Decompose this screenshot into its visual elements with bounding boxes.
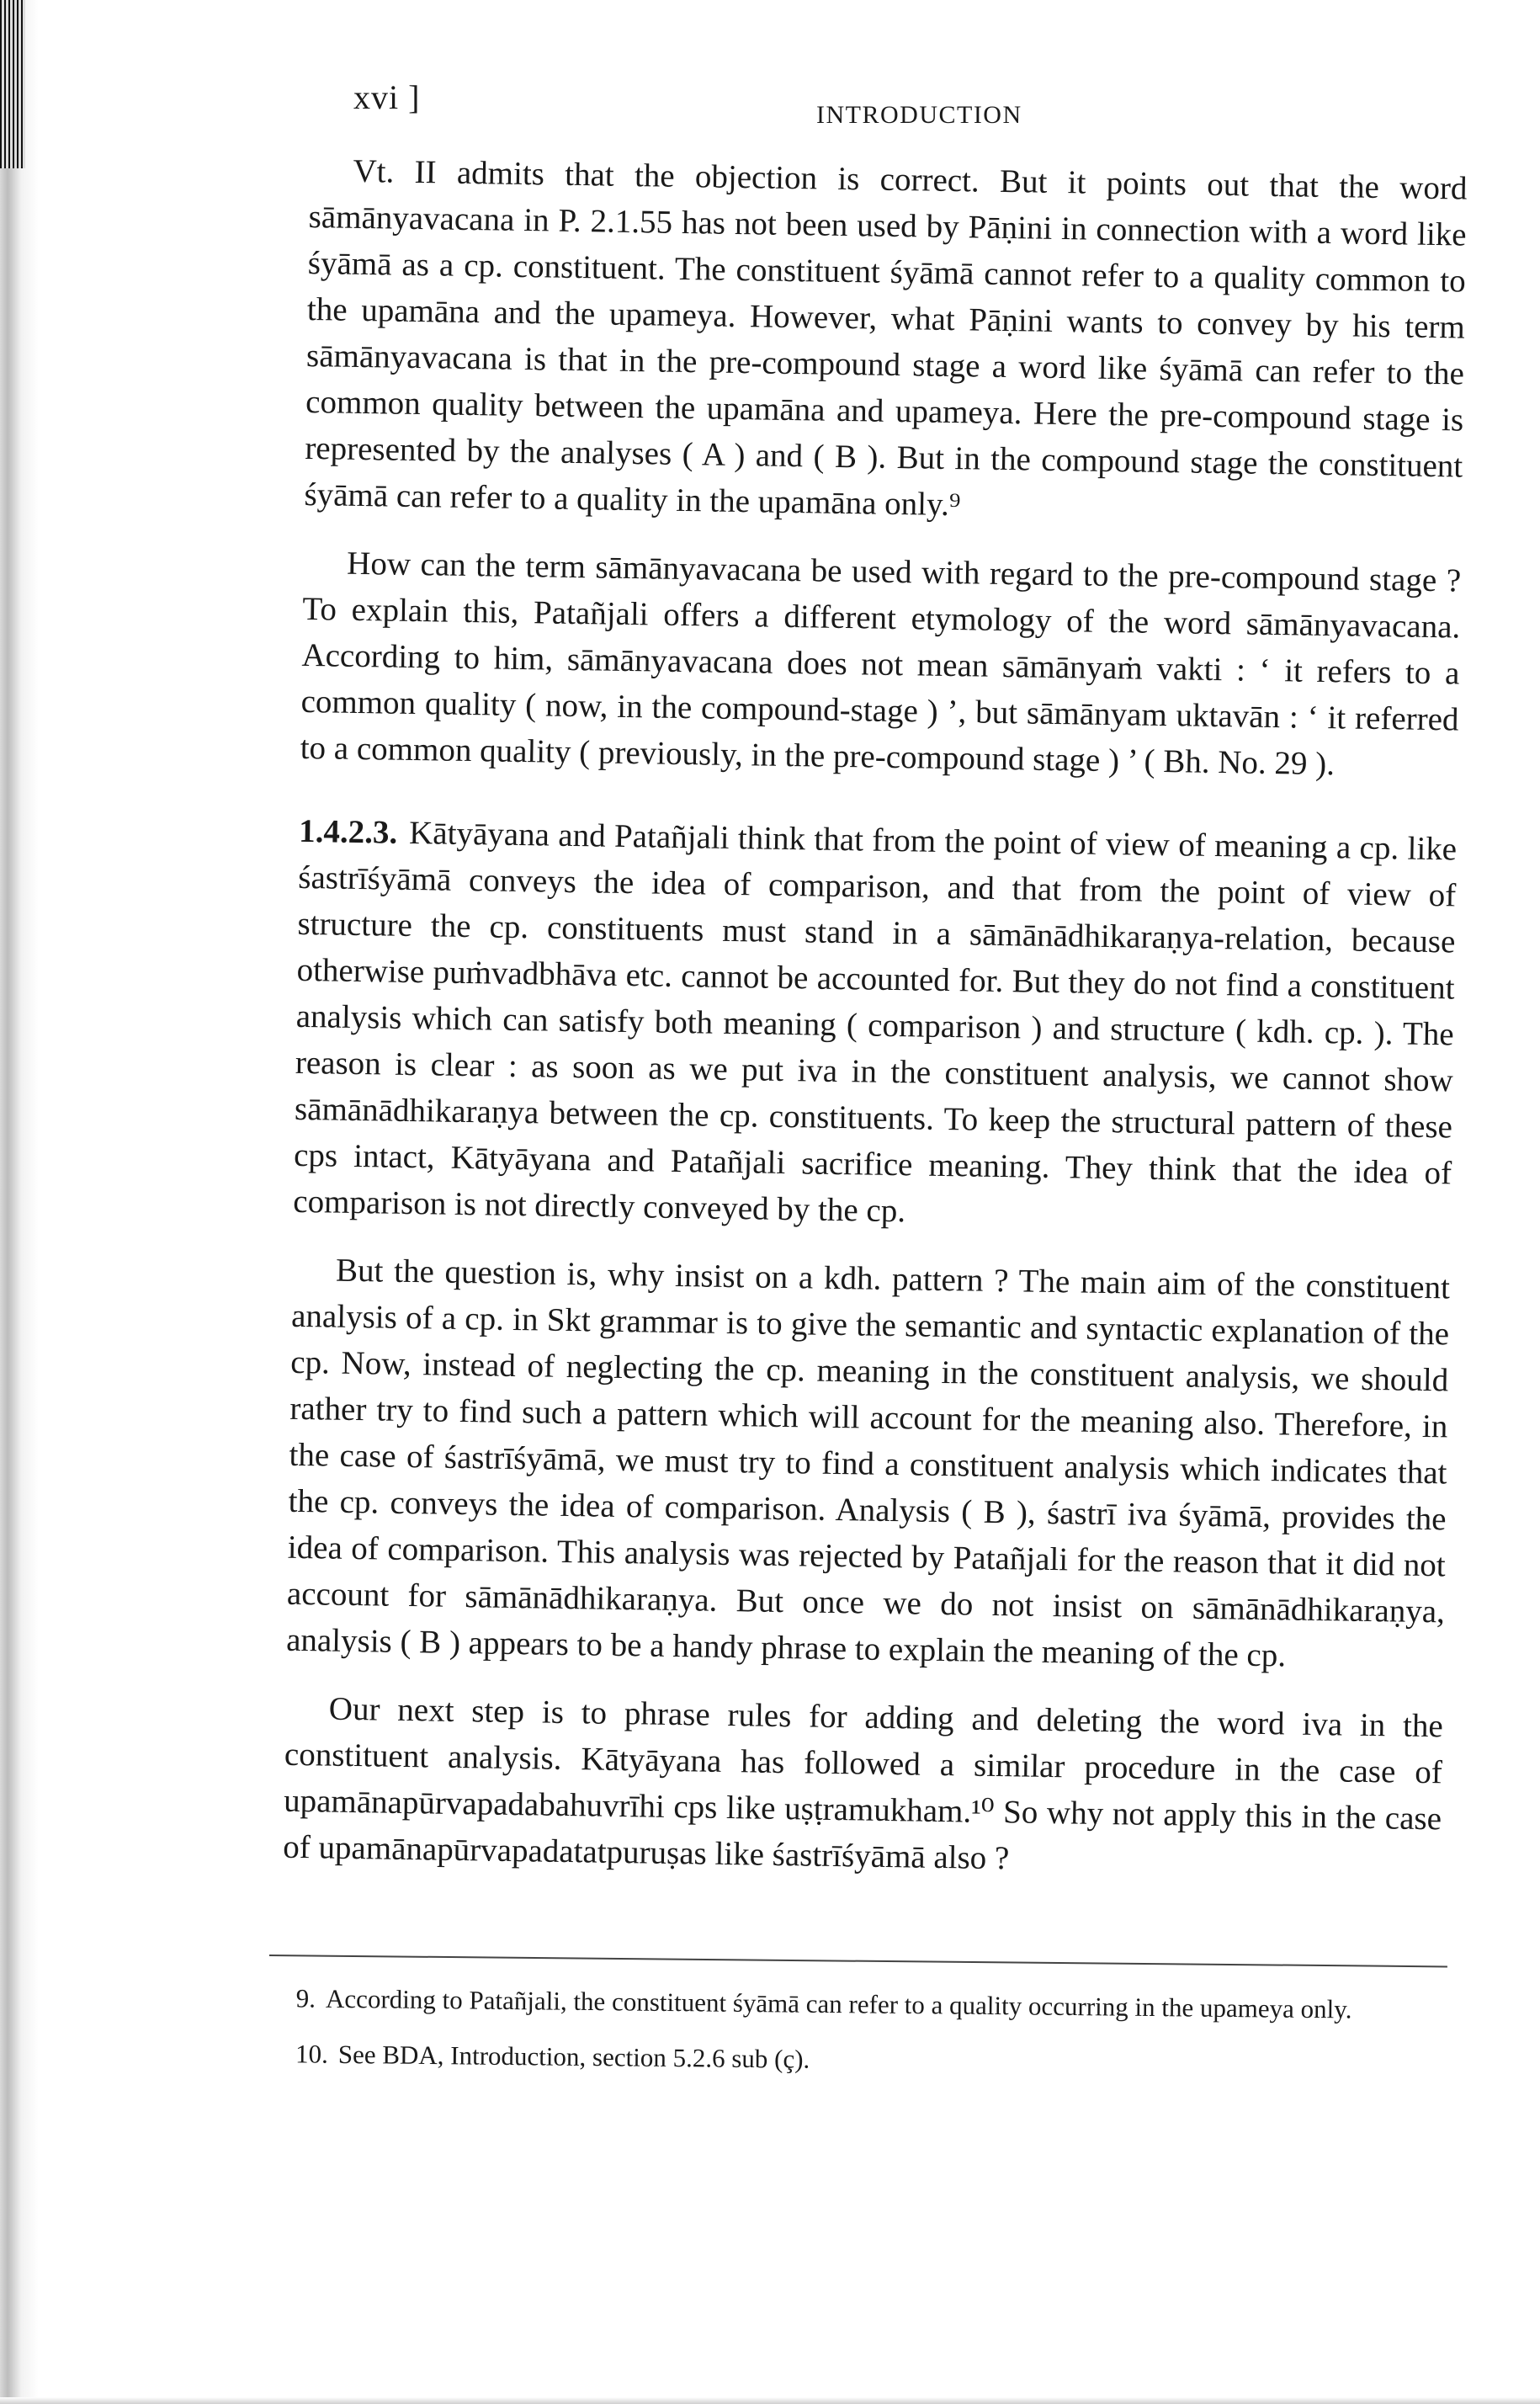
paragraph: But the question is, why insist on a kdh. pattern ? The main aim of the constituent analysis of a cp. in Skt grammar is to give the semantic and syntactic explanation of the cp. Now, instead of neglecting the cp. meaning in the constituent analysis, we should rather try to find such a pattern which will account for the meaning also. Therefore, in the case of śastrīśyāmā, we must try to find a constituent analysis which indicates that the cp. conveys the idea of comparison. Analysis ( B ), śastrī iva śyāmā, provides the idea of comparison. This analysis was rejected by Patañjali for the reason that it did not account for sāmānādhikaraṇya. But once we do not insist on sāmānādhikaraṇya, analysis ( B ) appears to be a handy phrase to explain the meaning of the cp. bbox=[285, 1252, 1451, 1674]
footnote bbox=[268, 1980, 1454, 2029]
main-text bbox=[282, 147, 1467, 1910]
page-binding-shadow bbox=[0, 0, 39, 2404]
section-number: 1.4.2.3. bbox=[298, 812, 398, 851]
page-bottom-edge bbox=[0, 2397, 1540, 2404]
footnote-text: See BDA, Introduction, section 5.2.6 sub (ç). bbox=[337, 2039, 810, 2074]
footnote-number: 10. bbox=[295, 2039, 329, 2069]
paragraph: Vt. II admits that the objection is correct. But it points out that the word sāmānyavacana in P. 2.1.55 has not been used by Pāṇini in connection with a word like śyāmā as a cp. constituent. The constituent śyāmā cannot refer to a quality common to the upamāna and the upameya. However, what Pāṇini wants to convey by his term sāmānyavacana is that in the pre-compound stage a word like śyāmā can refer to the common quality between the upamāna and upameya. Here the pre-compound stage is represented by the analyses ( A ) and ( B ). But in the compound stage the constituent śyāmā can refer to a quality in the upamāna only.⁹ bbox=[304, 152, 1468, 524]
footnotes bbox=[267, 1980, 1454, 2104]
page-number: xvi ] bbox=[353, 78, 421, 116]
section-text: Kātyāyana and Patañjali think that from the point of view of meaning a cp. like śastrīśyāmā conveys the idea of comparison, and that from the point of view of structure the cp. constituents must stand in a sāmānādhikaraṇya-relation, because otherwise puṁvadbhāva etc. cannot be accounted for. But they do not find a constituent analysis which can satisfy both meaning ( comparison ) and structure ( kdh. cp. ). The reason is clear : as soon as we put iva in the constituent analysis, we cannot show sāmānādhikaraṇya between the cp. constituents. To keep the structural pattern of these cps intact, Kātyāyana and Patañjali sacrifice meaning. They think that the idea of comparison is not directly conveyed by the cp. bbox=[292, 814, 1458, 1230]
page-binding-edge bbox=[0, 0, 25, 168]
paragraph: How can the term sāmānyavacana be used with regard to the pre-compound stage ? To explain this, Patañjali offers a different etymology of the word sāmānyavacana. According to him, sāmānyavacana does not mean sāmānyaṁ vakti : ‘ it refers to a common quality ( now, in the compound-stage ) ’, but sāmānyam uktavān : ‘ it referred to a common quality ( previously, in the pre-compound stage ) ’ ( Bh. No. 29 ). bbox=[300, 545, 1462, 783]
footnote-rule bbox=[269, 1955, 1447, 1967]
footnote bbox=[267, 2035, 1453, 2085]
section-paragraph bbox=[293, 808, 1458, 1243]
paragraph: Our next step is to phrase rules for adding and deleting the word iva in the constituent analysis. Kātyāyana has followed a similar procedure in the case of upamānapūrvapadabahuvrīhi cps like uṣṭramukham.¹⁰ So why not apply this in the case of upamānapūrvapadatatpuruṣas like śastrīśyāmā also ? bbox=[282, 1690, 1444, 1877]
running-title: INTRODUCTION bbox=[816, 101, 1022, 129]
footnote-number: 9. bbox=[295, 1983, 316, 2013]
footnote-text: According to Patañjali, the constituent śyāmā can refer to a quality occurring in the upameya only. bbox=[325, 1983, 1352, 2024]
